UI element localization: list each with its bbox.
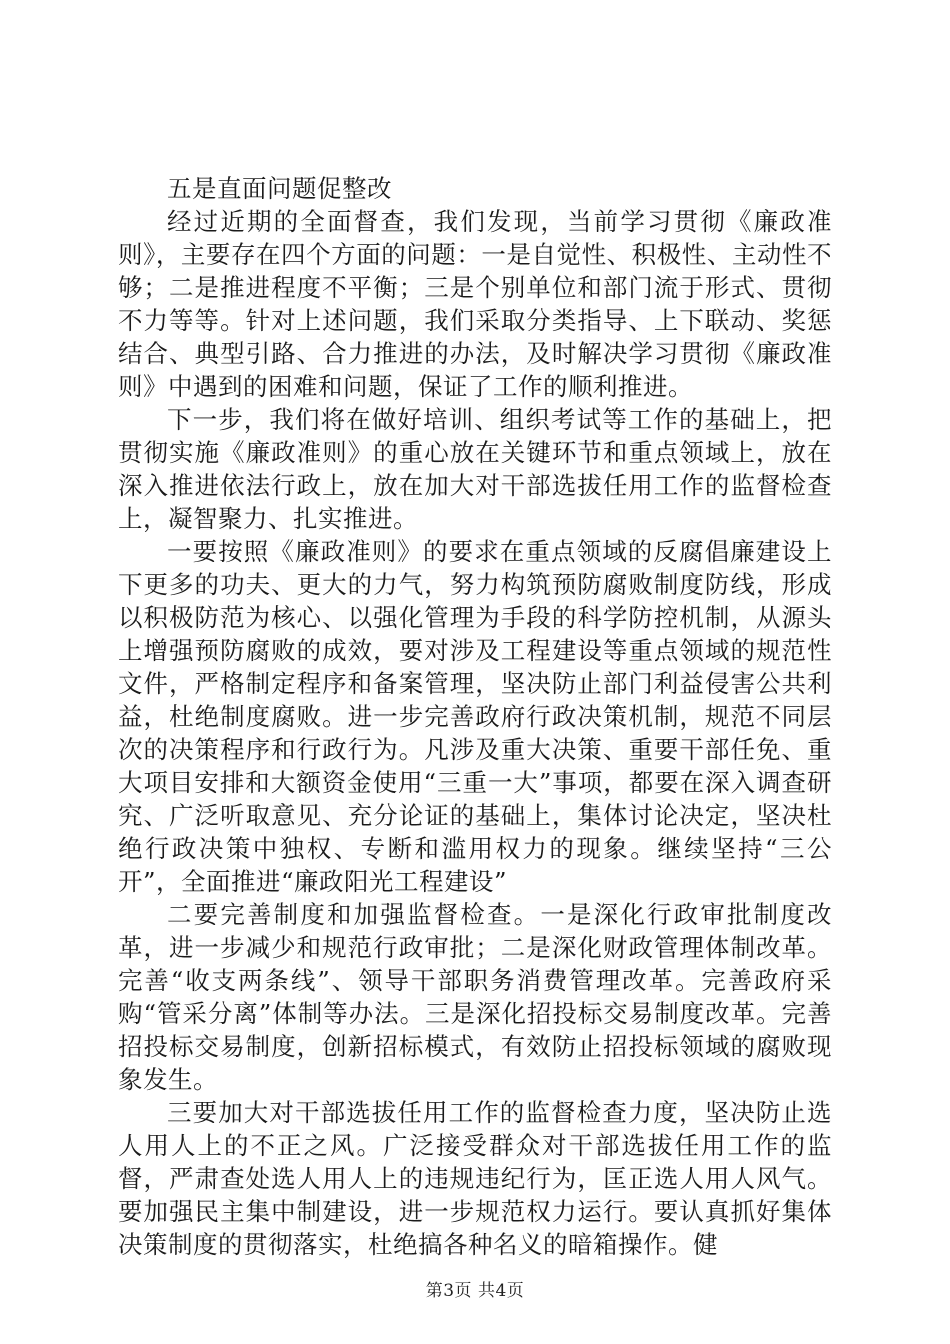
document-body — [118, 172, 832, 1261]
paragraph-point-three: 三要加大对干部选拔任用工作的监督检查力度，坚决防止选人用人上的不正之风。广泛接受群众对干部选拔任用工作的监督，严肃查处选人用人上的违规违纪行为，匡正选人用人风气。要加强民主集中制建设，进一步规范权力运行。要认真抓好集体决策制度的贯彻落实，杜绝搞各种名义的暗箱操作。健 — [118, 1098, 832, 1259]
paragraph-next-step: 下一步，我们将在做好培训、组织考试等工作的基础上，把贯彻实施《廉政准则》的重心放在关键环节和重点领域上，放在深入推进依法行政上，放在加大对干部选拔任用工作的监督检查上，凝智聚力、扎实推进。 — [118, 405, 832, 533]
paragraph-point-one: 一要按照《廉政准则》的要求在重点领域的反腐倡廉建设上下更多的功夫、更大的力气，努力构筑预防腐败制度防线，形成以积极防范为核心、以强化管理为手段的科学防控机制，从源头上增强预防腐败的成效，要对涉及工程建设等重点领域的规范性文件，严格制定程序和备案管理，坚决防止部门利益侵害公共利益，杜绝制度腐败。进一步完善政府行政决策机制，规范不同层次的决策程序和行政行为。凡涉及重大决策、重要干部任免、重大项目安排和大额资金使用“三重一大”事项，都要在深入调查研究、广泛听取意见、充分论证的基础上，集体讨论决定，坚决杜绝行政决策中独权、专断和滥用权力的现象。继续坚持“三公开”，全面推进“廉政阳光工程建设” — [118, 537, 832, 896]
page-number-footer: 第3页 共4页 — [425, 1281, 525, 1301]
paragraph-problems: 经过近期的全面督查，我们发现，当前学习贯彻《廉政准则》，主要存在四个方面的问题：一是自觉性、积极性、主动性不够；二是推进程度不平衡；三是个别单位和部门流于形式、贯彻不力等等。针对上述问题，我们采取分类指导、上下联动、奖惩结合、典型引路、合力推进的办法，及时解决学习贯彻《廉政准则》中遇到的困难和问题，保证了工作的顺利推进。 — [118, 207, 832, 401]
section-heading: 五是直面问题促整改 — [167, 174, 392, 203]
paragraph-point-two: 二要完善制度和加强监督检查。一是深化行政审批制度改革，进一步减少和规范行政审批；二是深化财政管理体制改革。完善“收支两条线”、领导干部职务消费管理改革。完善政府采购“管采分离”体制等办法。三是深化招投标交易制度改革。完善招投标交易制度，创新招标模式，有效防止招投标领域的腐败现象发生。 — [118, 900, 832, 1094]
